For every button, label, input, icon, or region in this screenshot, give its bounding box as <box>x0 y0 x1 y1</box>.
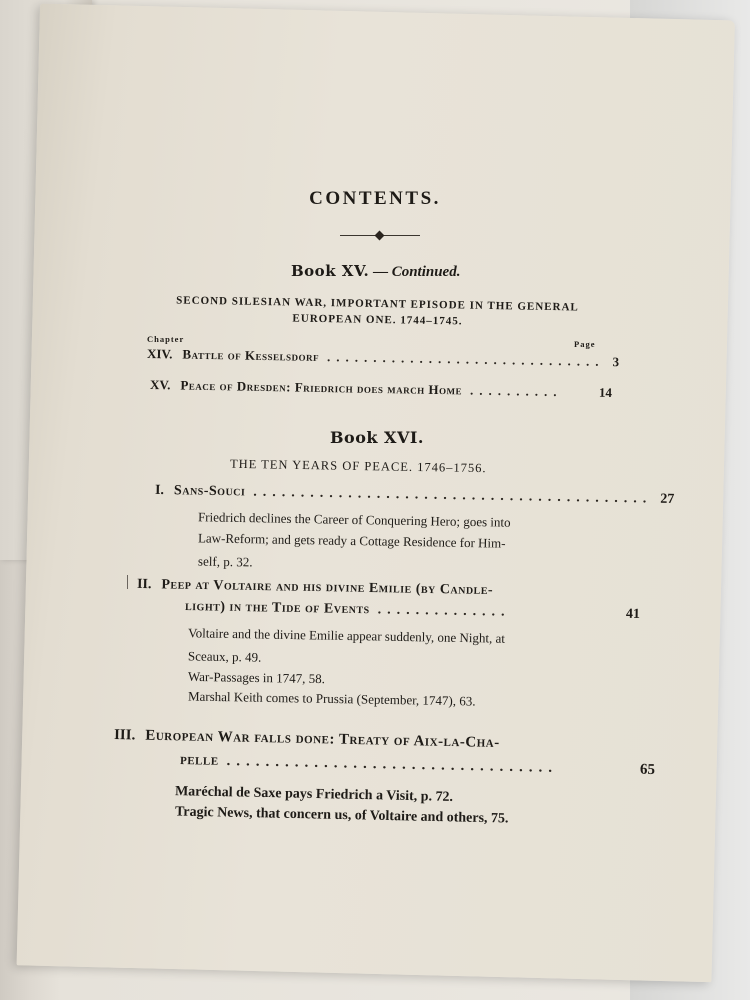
toc-entry-i[interactable] <box>154 482 675 507</box>
chapter-title: Peace of Dresden: Friedrich does march Home <box>180 377 463 398</box>
chapter-number: XV. <box>149 376 171 393</box>
chapter-title-line-2: pelle <box>179 752 219 769</box>
chapter-ii-note-3: War-Passages in 1747, 58. <box>187 668 326 687</box>
page-column-label: Page <box>574 339 596 349</box>
dot-leader: .............. <box>377 602 511 620</box>
chapter-ii-note-1: Voltaire and the divine Emilie appear suddenly, one Night, at <box>187 625 506 646</box>
page-number: 65 <box>639 761 656 778</box>
chapter-i-note-2: Law-Reform; and gets ready a Cottage Residence for Him- <box>197 530 506 551</box>
chapter-title-line-1: Peep at Voltaire and his divine Emilie (by Candle- <box>161 577 494 599</box>
toc-entry-iii-line-1[interactable] <box>114 727 500 752</box>
book-15-dash: — <box>372 264 388 280</box>
book-16-subtitle: THE TEN YEARS OF PEACE. 1746–1756. <box>229 456 487 476</box>
book-15-title: Book XV. <box>291 262 370 280</box>
book-16-title: Book XVI. <box>330 428 424 447</box>
chapter-number: III. <box>113 726 136 744</box>
page-number: 41 <box>625 606 641 622</box>
chapter-i-note-1: Friedrich declines the Career of Conquering Hero; goes into <box>197 509 511 530</box>
dot-leader: .......... <box>469 382 563 400</box>
page-number: 27 <box>660 491 675 507</box>
page-number: 3 <box>612 354 620 370</box>
book-15-continued: Continued. <box>391 264 461 280</box>
book-15-subtitle-line-2: EUROPEAN ONE. 1744–1745. <box>292 312 463 328</box>
title-ornament <box>340 231 420 241</box>
dot-leader: .................................. <box>226 753 559 776</box>
book-16-heading <box>330 428 424 448</box>
page-number: 14 <box>598 384 613 401</box>
book-15-heading <box>291 262 460 281</box>
toc-entry-ii-line-2[interactable] <box>185 599 640 623</box>
chapter-title: Sans-Souci <box>173 483 246 500</box>
chapter-number: XIV. <box>146 345 173 362</box>
chapter-number: II. <box>136 576 152 593</box>
toc-entry-iii-line-2[interactable] <box>180 752 655 779</box>
book-15-subtitle-line-1: SECOND SILESIAN WAR, IMPORTANT EPISODE IN THE GENERAL <box>176 294 579 314</box>
chapter-ii-note-2: Sceaux, p. 49. <box>187 648 262 665</box>
pencil-mark <box>127 575 128 589</box>
page-title: CONTENTS. <box>309 188 441 209</box>
toc-entry-xiv[interactable] <box>146 345 620 370</box>
ornament-diamond <box>375 231 385 241</box>
chapter-title: Battle of Kesselsdorf <box>182 346 320 364</box>
toc-entry-ii-line-1[interactable] <box>137 577 493 599</box>
chapter-i-note-3: self, p. 32. <box>197 553 253 570</box>
chapter-number: I. <box>154 482 165 499</box>
dot-leader: .......................................... <box>253 484 653 507</box>
chapter-title-line-1: European War falls done: Treaty of Aix-la-Cha- <box>145 727 500 752</box>
chapter-column-label: Chapter <box>147 334 185 344</box>
chapter-iii-note-2: Tragic News, that concern us, of Voltaire and others, 75. <box>174 804 509 827</box>
chapter-title-line-2: light) in the Tide of Events <box>184 599 370 618</box>
chapter-ii-note-4: Marshal Keith comes to Prussia (September, 1747), 63. <box>187 688 476 709</box>
chapter-iii-note-1: Maréchal de Saxe pays Friedrich a Visit, p. 72. <box>174 784 454 805</box>
dot-leader: .............................. <box>326 349 605 369</box>
toc-entry-xv[interactable] <box>150 377 612 401</box>
